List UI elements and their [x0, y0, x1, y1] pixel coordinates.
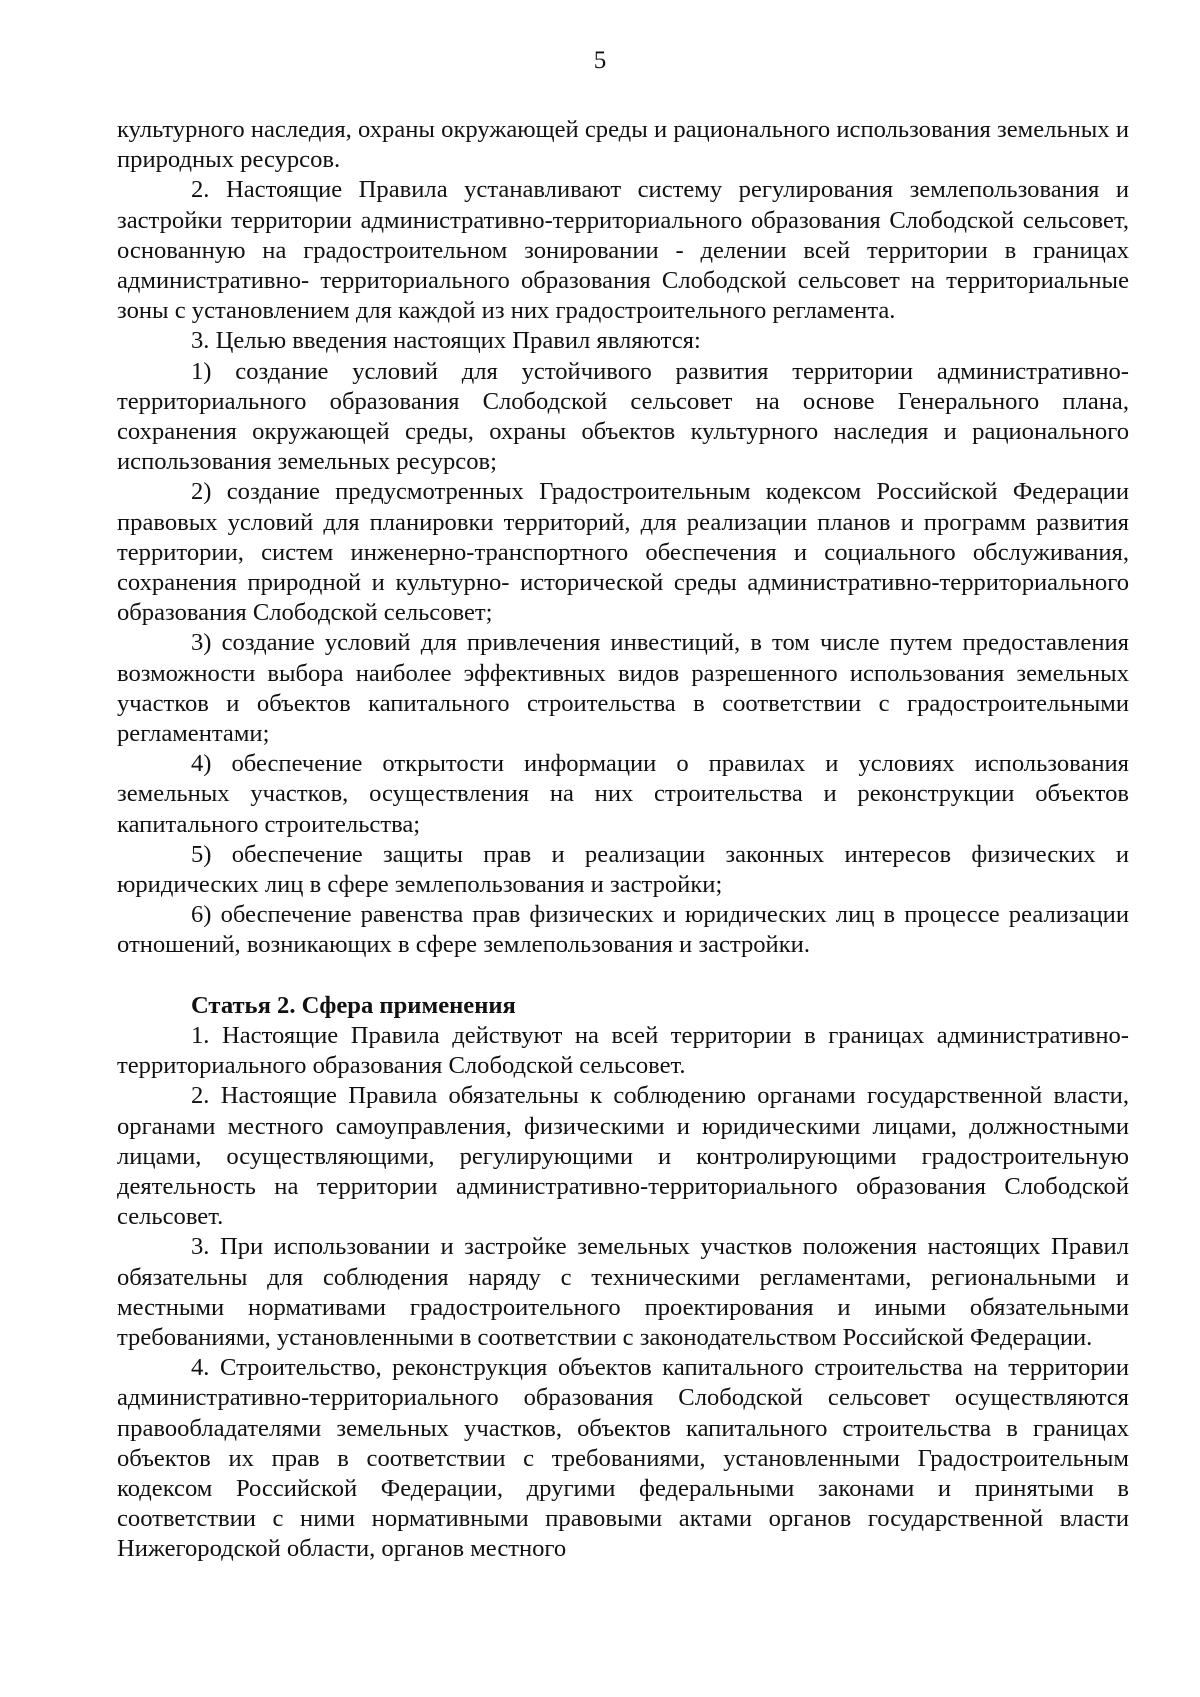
- article-paragraph-3: 3. При использовании и застройке земельных участков положения настоящих Правил обязательны для соблюдения наряду с техническими регламентами, региональными и местными нормативами градостроительного проектирования и иными обязательными требованиями, установленными в соответствии с законодательством Российской Федерации.: [117, 1233, 1129, 1351]
- paragraph-subitem-6: 6) обеспечение равенства прав физических и юридических лиц в процессе реализации отношений, возникающих в сфере землепользования и застройки.: [117, 901, 1129, 959]
- paragraph-subitem-5: 5) обеспечение защиты прав и реализации законных интересов физических и юридических лиц в сфере землепользования и застройки;: [117, 840, 1129, 899]
- paragraph-subitem-3: 3) создание условий для привлечения инвестиций, в том числе путем предоставления возможности выбора наиболее эффективных видов разрешенного использования земельных участков и объектов капитального строительства в соответствии с градостроительными регламентами;: [117, 629, 1129, 748]
- article-paragraph-1: 1. Настоящие Правила действуют на всей территории в границах административно-территориального образования Слободской сельсовет.: [117, 1021, 1129, 1080]
- article-paragraph-4: 4. Строительство, реконструкция объектов капитального строительства на территории административно-территориального образования Слободской сельсовет осуществляются правообладателями земельных участков, объектов капитального строительства в границах объектов их прав в соответствии с требованиями, установленными Градостроительным кодексом Российской Федерации, другими федеральными законами и принятыми в соответствии с ними нормативными правовыми актами органов государственной власти Нижегородской области, органов местного: [117, 1354, 1129, 1563]
- paragraph-item-2: 2. Настоящие Правила устанавливают систему регулирования землепользования и застройки территории административно-территориального образования Слободской сельсовет, основанную на градостроительном зонировании - делении всей территории в границах административно- территориального образования Слободской сельсовет на территориальные зоны с установлением для каждой из них градостроительного регламента.: [117, 176, 1129, 325]
- page-number: 5: [593, 47, 607, 74]
- article-heading: Статья 2. Сфера применения: [191, 991, 516, 1019]
- paragraph-item-3: 3. Целью введения настоящих Правил являются:: [191, 327, 701, 355]
- article-paragraph-2: 2. Настоящие Правила обязательны к соблюдению органами государственной власти, органами местного самоуправления, физическими и юридическими лицами, должностными лицами, осуществляющими, регулирующими и контролирующими градостроительную деятельность на территории административно-территориального образования Слободской сельсовет.: [117, 1082, 1129, 1231]
- paragraph-subitem-2: 2) создание предусмотренных Градостроительным кодексом Российской Федерации правовых условий для планировки территорий, для реализации планов и программ развития территории, систем инженерно-транспортного обеспечения и социального обслуживания, сохранения природной и культурно- исторической среды административно-территориального образования Слободской сельсовет;: [117, 478, 1129, 627]
- document-body: [117, 115, 1129, 1565]
- paragraph-continuation: культурного наследия, охраны окружающей среды и рационального использования земельных и природных ресурсов.: [117, 116, 1129, 174]
- paragraph-subitem-1: 1) создание условий для устойчивого развития территории административно-территориального образования Слободской сельсовет на основе Генерального плана, сохранения окружающей среды, охраны объектов культурного наследия и рационального использования земельных ресурсов;: [117, 357, 1129, 476]
- paragraph-subitem-4: 4) обеспечение открытости информации о правилах и условиях использования земельных участков, осуществления на них строительства и реконструкции объектов капитального строительства;: [117, 750, 1129, 838]
